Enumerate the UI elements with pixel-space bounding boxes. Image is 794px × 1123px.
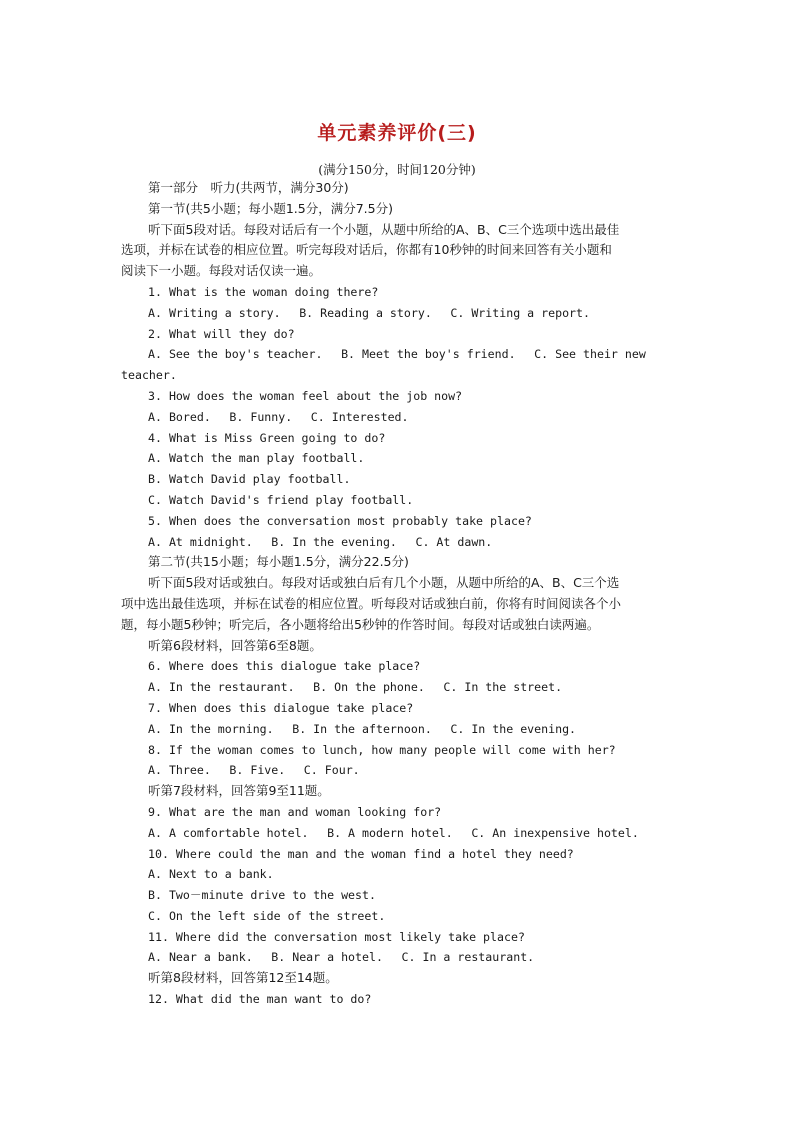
part-heading: 第一部分 听力(共两节，满分30分) xyxy=(148,180,349,195)
question-1-options: A. Writing a story. B. Reading a story. C. Writing a report. xyxy=(148,305,590,320)
question-1: 1. What is the woman doing there? xyxy=(148,284,379,299)
question-8: 8. If the woman comes to lunch, how many people will come with her? xyxy=(148,742,616,757)
question-5-options: A. At midnight. B. In the evening. C. At dawn. xyxy=(148,534,493,549)
score-time-note: (满分150分，时间120分钟) xyxy=(318,162,476,177)
question-9: 9. What are the man and woman looking for? xyxy=(148,804,442,819)
question-3-options: A. Bored. B. Funny. C. Interested. xyxy=(148,409,409,424)
question-11: 11. Where did the conversation most likely take place? xyxy=(148,929,525,944)
question-5: 5. When does the conversation most probably take place? xyxy=(148,513,532,528)
question-4: 4. What is Miss Green going to do? xyxy=(148,430,386,445)
question-7: 7. When does this dialogue take place? xyxy=(148,700,414,715)
question-10-option-b: B. Two－minute drive to the west. xyxy=(148,888,376,903)
section2-instruction-3: 题，每小题5秒钟；听完后，各小题将给出5秒钟的作答时间。每段对话或独白读两遍。 xyxy=(121,616,600,632)
question-12: 12. What did the man want to do? xyxy=(148,992,372,1007)
question-6: 6. Where does this dialogue take place? xyxy=(148,659,421,674)
question-4-option-c: C. Watch David's friend play football. xyxy=(148,492,414,507)
section2-instruction-2: 项中选出最佳选项，并标在试卷的相应位置。听每段对话或独白前，你将有时间阅读各个小 xyxy=(121,595,622,611)
question-3: 3. How does the woman feel about the job now? xyxy=(148,388,463,403)
question-11-options: A. Near a bank. B. Near a hotel. C. In a restaurant. xyxy=(148,950,535,965)
material-7-note: 听第7段材料，回答第9至11题。 xyxy=(148,783,330,799)
question-2: 2. What will they do? xyxy=(148,326,295,341)
question-7-options: A. In the morning. B. In the afternoon. C. In the evening. xyxy=(148,721,577,736)
question-8-options: A. Three. B. Five. C. Four. xyxy=(148,763,360,778)
exam-body xyxy=(121,178,677,1010)
question-2-options: A. See the boy's teacher. B. Meet the boy's friend. C. See their new xyxy=(148,347,646,362)
question-4-option-b: B. Watch David play football. xyxy=(148,472,351,487)
question-4-option-a: A. Watch the man play football. xyxy=(148,451,365,466)
section1-instruction-3: 阅读下一小题。每段对话仅读一遍。 xyxy=(121,263,322,279)
section1-heading: 第一节(共5小题；每小题1.5分，满分7.5分) xyxy=(148,200,393,216)
page-title: 单元素养评价(三) xyxy=(317,122,477,144)
question-10: 10. Where could the man and the woman find a hotel they need? xyxy=(148,846,574,861)
question-2-options-wrap: teacher. xyxy=(121,368,177,383)
material-6-note: 听第6段材料，回答第6至8题。 xyxy=(148,637,322,653)
material-8-note: 听第8段材料，回答第12至14题。 xyxy=(148,970,338,986)
question-10-option-c: C. On the left side of the street. xyxy=(148,908,386,923)
section2-instruction-1: 听下面5段对话或独白。每段对话或独白后有几个小题，从题中所给的A、B、C三个选 xyxy=(148,575,620,591)
section1-instruction-2: 选项，并标在试卷的相应位置。听完每段对话后，你都有10秒钟的时间来回答有关小题和 xyxy=(121,242,612,258)
question-9-options: A. A comfortable hotel. B. A modern hotel. C. An inexpensive hotel. xyxy=(148,825,639,840)
section2-heading: 第二节(共15小题；每小题1.5分，满分22.5分) xyxy=(148,554,409,570)
question-10-option-a: A. Next to a bank. xyxy=(148,867,274,882)
section1-instruction-1: 听下面5段对话。每段对话后有一个小题，从题中所给的A、B、C三个选项中选出最佳 xyxy=(148,221,620,237)
question-6-options: A. In the restaurant. B. On the phone. C. In the street. xyxy=(148,680,563,695)
